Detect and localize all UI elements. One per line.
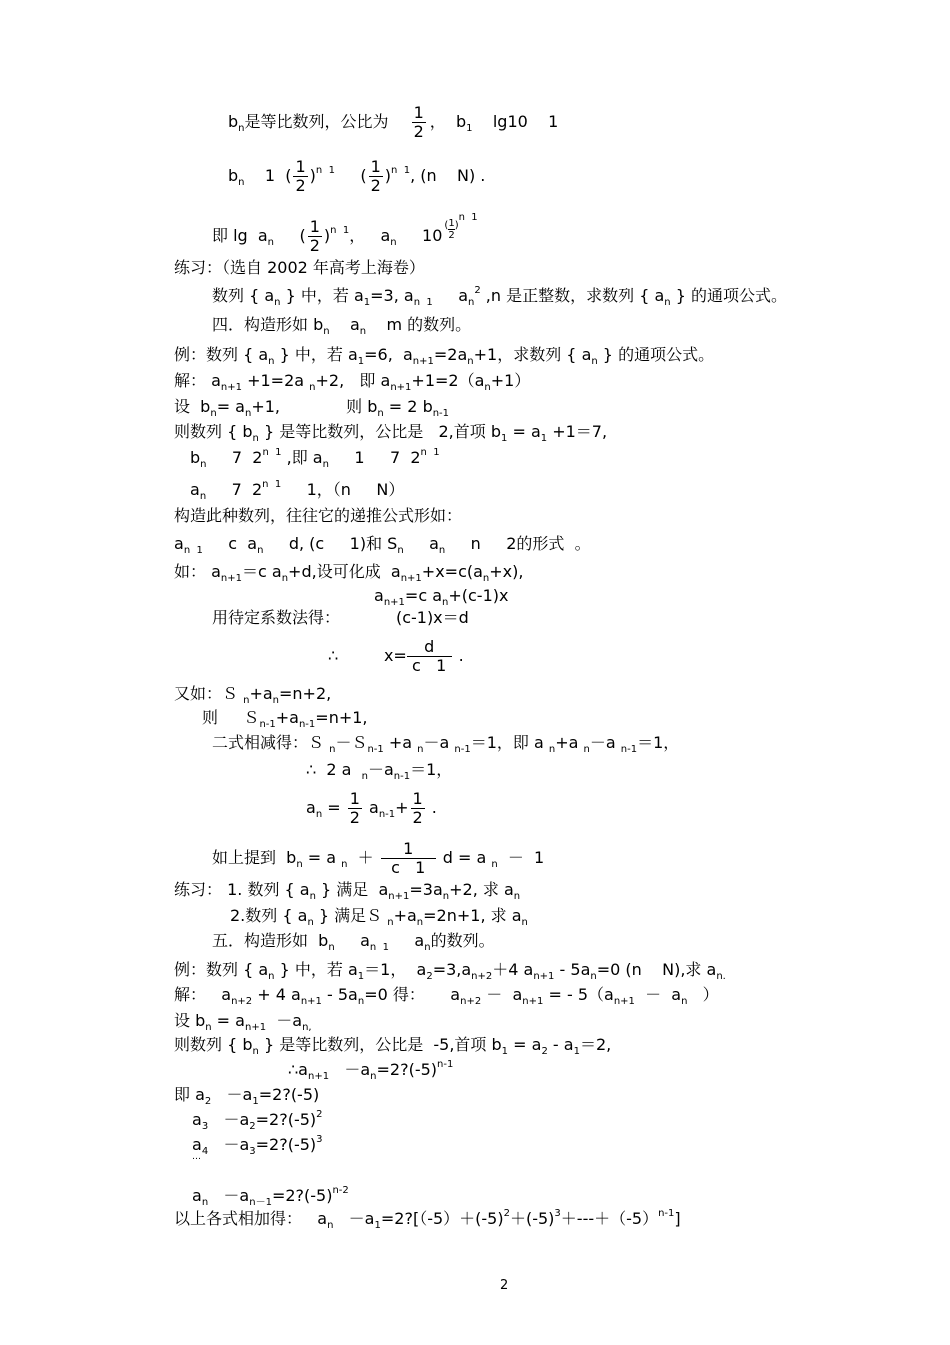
line-6: 四．构造形如 $b_n$ $a_n$ m 的数列。 (212, 315, 472, 337)
line-35: $a_4$ $-a_3=2?(-5)^3$ (192, 1134, 323, 1157)
line-22: ∴ 2 a $_n-a_{n-1}=1$， (306, 760, 453, 782)
line-2: $b_n$ 1 ( $\frac{1}{2}$ )$^{n 1}$ ( $\frac{1}{2}$ )$^{n 1}$, (n N) . (228, 157, 486, 195)
line-37: $a_n$ $-a_{n-1}=2?(-5)^{n-2}$ (192, 1185, 349, 1208)
line-19: 又如：Ｓ $_n+a_n=n+2$, (174, 684, 332, 706)
line-24: 如上提到 $b_n = a$ $_n$ ＋ $\frac{1}{c 1}$ d = a $_n$ － 1 (212, 839, 545, 877)
page-number: 2 (500, 1278, 509, 1293)
line-11: $b_n$ 7 $2^{n 1}$ ,即 $a_n$ 1 7 $2^{n 1}$ (190, 447, 440, 470)
line-18: ∴ x= $\frac{d}{c 1}$ . (328, 637, 464, 675)
line-4: 练习：（选自 2002 年高考上海卷） (174, 258, 425, 277)
line-36: … (192, 1152, 201, 1162)
line-31: 则数列 { $b_n$ } 是等比数列，公比是 -5,首项 $b_1 = a_2 - a_1=2$, (174, 1035, 612, 1057)
line-34: $a_3$ $-a_2=2?(-5)^2$ (192, 1109, 323, 1132)
line-1: $b_n$是等比数列，公比为 $\frac{1}{2}$ ， $b_1$ lg10 1 (228, 103, 559, 141)
line-15: 如： $a_{n+1}=c$ $a_n+d$,设可化成 $a_{n+1}+x=c(a_n+x)$, (174, 562, 524, 584)
line-7: 例：数列 { $a_n$ } 中，若 $a_1=6$, $a_{n+1}=2a_n+1$，求数列 { $a_n$ } 的通项公式。 (174, 345, 715, 367)
line-26: 2.数列 { $a_n$ } 满足Ｓ $_n+a_n=2n+1$, 求 $a_n$ (230, 906, 528, 928)
line-23: $a_n$ = $\frac{1}{2}$ $a_{n-1}+$ $\frac{1}{2}$ . (306, 789, 437, 827)
line-3: 即 $\lg a_n$ ( $\frac{1}{2}$ )$^{n 1}$， $a_n$ 10( $\frac{1}{2}$ )$^{n 1}$ (212, 212, 478, 255)
line-29: 解： $a_{n+2} + 4$ $a_{n+1} - 5a_n=0$ 得： $a_{n+2} - a_{n+1}$ = - $5(a_{n+1} - a_n$ ） (174, 985, 719, 1007)
line-8: 解： $a_{n+1} +1=2a$ $_n$+2, 即 $a_{n+1}+1=2(a_n+1)$ (174, 371, 531, 393)
line-9: 设 $b_n= a_n+1$, 则 $b_n = 2$ $b_{n-1}$ (174, 397, 450, 419)
line-21: 二式相减得：Ｓ $_n$－Ｓ$_{n-1}$ +a $_n$－a $_{n-1}$＝1，即 a $_n$+a $_n$－a $_{n-1}$＝1， (212, 733, 680, 755)
line-33: 即 $a_2$ $-a_1=2?(-5)$ (174, 1085, 320, 1107)
line-12: $a_n$ 7 $2^{n 1}$ 1，（n N） (190, 479, 405, 502)
line-32: $\therefore a_{n+1}$ $-a_n=2?(-5)^{n-1}$ (288, 1059, 454, 1082)
line-17: 用待定系数法得： (c-1)x＝d (212, 608, 469, 627)
line-28: 例：数列 { $a_n$ } 中，若 $a_1=1$， $a_2=3,a_{n+2}+4$ $a_{n+1} - 5a_n=0$ (n N),求 $a_{n.}$ (174, 960, 726, 982)
line-5: 数列 { $a_n$ } 中，若 $a_1=3$, $a_{n 1}$ $a_n^2$ ,n 是正整数，求数列 { $a_n$ } 的通项公式。 (212, 285, 787, 308)
line-25: 练习： 1. 数列 { $a_n$ } 满足 $a_{n+1}=3a_n+2$, 求 $a_n$ (174, 880, 521, 902)
line-16: $a_{n+1}=c$ $a_n+(c-1)x$ (374, 586, 509, 608)
line-14: $a_{n 1}$ c $a_n$ d, (c 1)和 $S_n$ $a_n$ n 2的形式 。 (174, 534, 591, 556)
line-30: 设 $b_n = a_{n+1} -a_{n,}$ (174, 1011, 312, 1033)
line-10: 则数列 { $b_n$ } 是等比数列，公比是 2,首项 $b_1 = a_1 +1=7$, (174, 422, 608, 444)
line-27: 五．构造形如 $b_n$ $a_{n 1}$ $a_n$的数列。 (212, 931, 495, 953)
line-20: 则 $S_{n-1}+a_{n-1}=n+1$, (202, 708, 368, 730)
line-13: 构造此种数列，往往它的递推公式形如： (174, 506, 463, 525)
line-38: 以上各式相加得： $a_n$ $-a_1=2?[(-5)+(-5)^2+(-5)^3+---+(-5)^{n-1}]$ (174, 1208, 681, 1231)
